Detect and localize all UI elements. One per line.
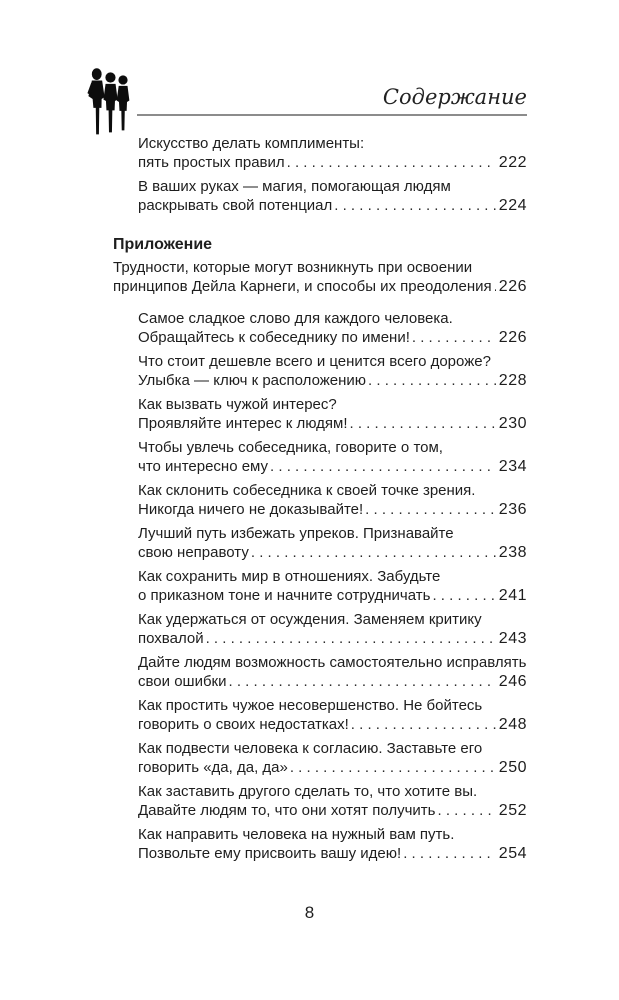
toc-entry-line2 bbox=[138, 196, 527, 215]
toc-entry bbox=[138, 696, 527, 734]
toc-page-number: 248 bbox=[498, 716, 527, 733]
toc-entry-line2 bbox=[138, 543, 527, 562]
toc-page-number: 234 bbox=[498, 458, 527, 475]
toc-page-number: 226 bbox=[498, 329, 527, 346]
toc-entry-text: говорить о своих недостатках! bbox=[138, 716, 349, 733]
toc-entry-line1: Чтобы увлечь собеседника, говорите о том, bbox=[138, 439, 443, 456]
toc-entry bbox=[138, 309, 527, 347]
appendix-entries bbox=[113, 309, 527, 863]
toc-entry-text: Проявляйте интерес к людям! bbox=[138, 415, 348, 432]
toc-page-number: 230 bbox=[498, 415, 527, 432]
toc-entry-line1: Как сохранить мир в отношениях. Забудьте bbox=[138, 568, 441, 585]
toc-entry-line2 bbox=[113, 277, 527, 296]
toc-entry-line1: Самое сладкое слово для каждого человека. bbox=[138, 310, 453, 327]
toc-entry-line2 bbox=[138, 629, 527, 648]
toc-entry-line2 bbox=[138, 844, 527, 863]
toc-entry-line1: Как подвести человека к согласию. Заставьте его bbox=[138, 740, 483, 757]
dot-leader bbox=[228, 672, 495, 691]
toc-entry-line2 bbox=[138, 371, 527, 390]
section-heading: Приложение bbox=[113, 236, 213, 253]
toc-entry-line2 bbox=[138, 500, 527, 519]
toc-entry-line2 bbox=[138, 801, 527, 820]
toc-entry-text: похвалой bbox=[138, 630, 204, 647]
dot-leader bbox=[290, 758, 496, 777]
table-of-contents bbox=[113, 134, 527, 868]
toc-page-number: 252 bbox=[498, 802, 527, 819]
toc-entry-line1: Как удержаться от осуждения. Заменяем критику bbox=[138, 611, 482, 628]
toc-entry bbox=[138, 438, 527, 476]
toc-entry-line2 bbox=[138, 586, 527, 605]
toc-entry-line1: Искусство делать комплименты: bbox=[138, 135, 365, 152]
dot-leader bbox=[287, 153, 496, 172]
toc-entry bbox=[138, 134, 527, 172]
toc-entry-text: принципов Дейла Карнеги, и способы их преодоления bbox=[113, 278, 492, 295]
people-group-icon bbox=[84, 66, 133, 138]
toc-entry-line2 bbox=[138, 457, 527, 476]
toc-entry-text: Улыбка — ключ к расположению bbox=[138, 372, 367, 389]
dot-leader bbox=[403, 844, 496, 863]
toc-entry-text: Позвольте ему присвоить вашу идею! bbox=[138, 845, 402, 862]
dot-leader bbox=[494, 277, 496, 296]
toc-entry-text: свою неправоту bbox=[138, 544, 249, 561]
toc-entry bbox=[138, 610, 527, 648]
toc-entry-line2 bbox=[138, 715, 527, 734]
toc-entry-text: о приказном тоне и начните сотрудничать bbox=[138, 587, 431, 604]
toc-entry-text: раскрывать свой потенциал bbox=[138, 197, 333, 214]
toc-entry-line1: Как заставить другого сделать то, что хотите вы. bbox=[138, 783, 478, 800]
toc-entry-line1: В ваших руках — магия, помогающая людям bbox=[138, 178, 451, 195]
toc-page-number: 243 bbox=[498, 630, 527, 647]
toc-entry bbox=[138, 481, 527, 519]
dot-leader bbox=[351, 715, 496, 734]
dot-leader bbox=[368, 371, 496, 390]
page-title: Содержание bbox=[382, 85, 527, 109]
dot-leader bbox=[206, 629, 496, 648]
toc-entry bbox=[138, 352, 527, 390]
toc-chapter-entry bbox=[113, 258, 527, 296]
toc-entry-line2 bbox=[138, 328, 527, 347]
toc-entry-line1: Что стоит дешевле всего и ценится всего дороже? bbox=[138, 353, 491, 370]
toc-entry bbox=[138, 825, 527, 863]
toc-page-number: 250 bbox=[498, 759, 527, 776]
toc-entry-line2 bbox=[138, 758, 527, 777]
toc-entry-text: что интересно ему bbox=[138, 458, 269, 475]
page-number: 8 bbox=[304, 903, 315, 922]
toc-page-number: 226 bbox=[498, 278, 527, 295]
dot-leader bbox=[412, 328, 496, 347]
toc-entry-line1: Трудности, которые могут возникнуть при освоении bbox=[113, 259, 473, 276]
toc-entry-line2 bbox=[138, 672, 527, 691]
toc-page-number: 238 bbox=[498, 544, 527, 561]
dot-leader bbox=[432, 586, 495, 605]
toc-entry-line1: Лучший путь избежать упреков. Признавайте bbox=[138, 525, 454, 542]
toc-page-number: 241 bbox=[498, 587, 527, 604]
toc-page-number: 246 bbox=[498, 673, 527, 690]
toc-entry bbox=[138, 739, 527, 777]
toc-entry bbox=[138, 782, 527, 820]
toc-entry-text: Давайте людям то, что они хотят получить bbox=[138, 802, 436, 819]
toc-entry-line1: Как направить человека на нужный вам путь. bbox=[138, 826, 455, 843]
toc-entry-line1: Как склонить собеседника к своей точке зрения. bbox=[138, 482, 476, 499]
toc-entry-text: говорить «да, да, да» bbox=[138, 759, 288, 776]
toc-entry bbox=[138, 395, 527, 433]
header-rule bbox=[137, 114, 527, 116]
toc-page-number: 228 bbox=[498, 372, 527, 389]
dot-leader bbox=[350, 414, 496, 433]
toc-entry bbox=[138, 653, 527, 691]
toc-entry-text: свои ошибки bbox=[138, 673, 227, 690]
toc-entry bbox=[138, 567, 527, 605]
toc-entry-line2 bbox=[138, 414, 527, 433]
toc-entry bbox=[138, 524, 527, 562]
toc-page-number: 222 bbox=[498, 154, 527, 171]
dot-leader bbox=[365, 500, 496, 519]
toc-entry bbox=[138, 177, 527, 215]
dot-leader bbox=[437, 801, 495, 820]
toc-page-number: 236 bbox=[498, 501, 527, 518]
toc-entry-line2 bbox=[138, 153, 527, 172]
dot-leader bbox=[251, 543, 496, 562]
toc-entry-text: Никогда ничего не доказывайте! bbox=[138, 501, 364, 518]
dot-leader bbox=[270, 457, 496, 476]
toc-entry-text: Обращайтесь к собеседнику по имени! bbox=[138, 329, 410, 346]
toc-entry-line1: Как вызвать чужой интерес? bbox=[138, 396, 337, 413]
toc-page-number: 254 bbox=[498, 845, 527, 862]
dot-leader bbox=[334, 196, 496, 215]
toc-entry-line1: Как простить чужое несовершенство. Не бойтесь bbox=[138, 697, 483, 714]
toc-entry-line1: Дайте людям возможность самостоятельно исправлять bbox=[138, 654, 527, 671]
toc-entry-text: пять простых правил bbox=[138, 154, 285, 171]
toc-page-number: 224 bbox=[498, 197, 527, 214]
